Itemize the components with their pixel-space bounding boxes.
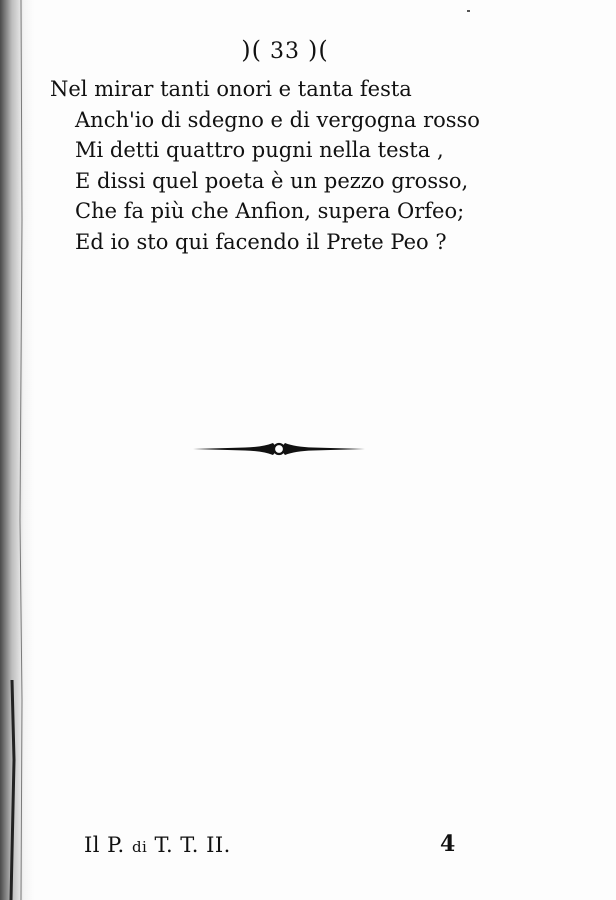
page-header bbox=[0, 36, 570, 64]
header-right-bracket: )( bbox=[308, 36, 329, 64]
poem-line: Che fa più che Anfion, supera Orfeo; bbox=[75, 199, 465, 223]
poem-stanza bbox=[50, 74, 510, 257]
scroll-ornament-icon bbox=[193, 438, 365, 460]
poem-line: Nel mirar tanti onori e tanta festa bbox=[50, 77, 412, 101]
binding-gutter bbox=[0, 0, 34, 900]
page-number: 33 bbox=[270, 39, 300, 64]
gathering-number: 4 bbox=[440, 831, 456, 857]
poem-line: Mi detti quattro pugni nella testa , bbox=[75, 138, 444, 162]
printer-signature bbox=[84, 833, 231, 857]
signature-part1: Il P. bbox=[84, 833, 125, 857]
signature-di: di bbox=[131, 838, 148, 856]
paper-speck bbox=[467, 10, 470, 12]
header-left-bracket: )( bbox=[241, 36, 262, 64]
signature-part2: T. T. II. bbox=[154, 833, 231, 857]
poem-line: Ed io sto qui facendo il Prete Peo ? bbox=[75, 229, 447, 254]
poem-line: Anch'io di sdegno e di vergogna rosso bbox=[75, 107, 480, 132]
poem-line: E dissi quel poeta è un pezzo grosso, bbox=[75, 168, 469, 193]
